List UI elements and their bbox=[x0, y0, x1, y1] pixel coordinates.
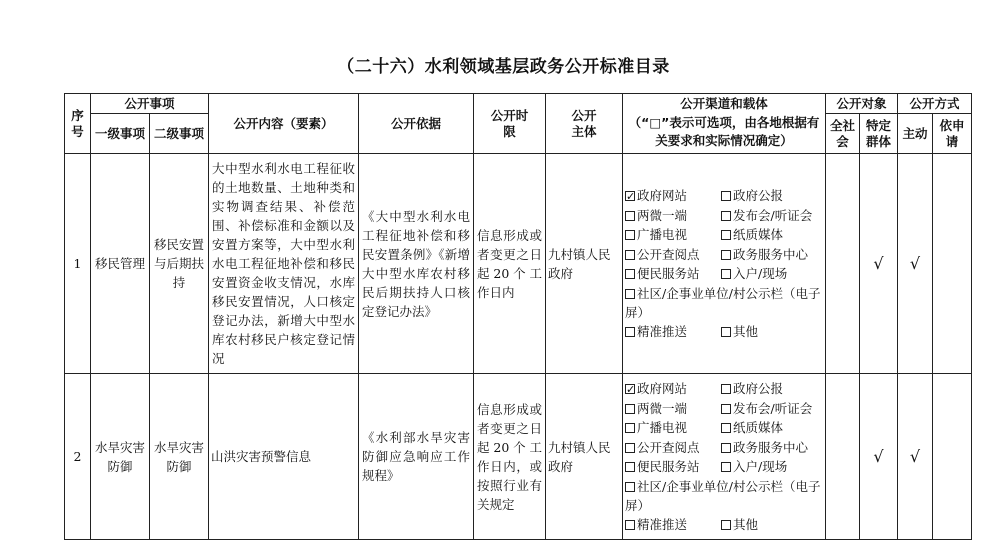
checkbox-icon bbox=[625, 327, 635, 337]
header-time: 公开时限 bbox=[474, 94, 546, 154]
row-level1: 水旱灾害防御 bbox=[91, 374, 150, 540]
checkbox-checked-icon bbox=[625, 191, 635, 201]
row-specific: √ bbox=[860, 374, 898, 540]
row-seq: 1 bbox=[65, 154, 91, 374]
checkbox-icon bbox=[721, 520, 731, 530]
channel-press: 发布会/听证会 bbox=[733, 207, 813, 223]
channel-gov-site: 政府网站 bbox=[637, 381, 688, 397]
row-level1: 移民管理 bbox=[91, 154, 150, 374]
header-content: 公开内容（要素） bbox=[209, 94, 359, 154]
row-request bbox=[933, 154, 972, 374]
row-channels bbox=[623, 374, 826, 540]
row-time: 信息形成或者变更之日起20个工作日内，或按照行业有关规定 bbox=[474, 374, 546, 540]
header-active: 主动 bbox=[898, 114, 933, 154]
channel-press: 发布会/听证会 bbox=[733, 400, 813, 416]
checkbox-icon bbox=[625, 404, 635, 414]
row-all-society bbox=[826, 154, 860, 374]
checkbox-icon bbox=[625, 230, 635, 240]
channel-other: 其他 bbox=[733, 323, 759, 339]
channel-door: 入户/现场 bbox=[733, 459, 788, 475]
page-title: （二十六）水利领域基层政务公开标准目录 bbox=[337, 57, 670, 77]
header-seq: 序号 bbox=[65, 94, 91, 154]
row-subject: 九村镇人民政府 bbox=[546, 154, 623, 374]
row-seq: 2 bbox=[65, 374, 91, 540]
row-content: 山洪灾害预警信息 bbox=[209, 374, 359, 540]
row-channels bbox=[623, 154, 826, 374]
checkbox-icon bbox=[721, 384, 731, 394]
row-basis: 《水利部水旱灾害防御应急响应工作规程》 bbox=[359, 374, 474, 540]
checkbox-icon bbox=[721, 404, 731, 414]
channel-community: 社区/企事业单位/村公示栏（电子屏） bbox=[625, 478, 821, 513]
checkbox-icon bbox=[625, 423, 635, 433]
header-channel-note: （“□”表示可选项，由各地根据有关要求和实际情况确定） bbox=[628, 115, 820, 148]
checkbox-icon bbox=[625, 443, 635, 453]
channel-query-point: 公开查阅点 bbox=[637, 246, 700, 262]
row-level2: 移民安置与后期扶持 bbox=[150, 154, 209, 374]
channel-gov-site: 政府网站 bbox=[637, 188, 688, 204]
header-level1: 一级事项 bbox=[91, 114, 150, 154]
channel-gazette: 政府公报 bbox=[733, 188, 784, 204]
header-basis: 公开依据 bbox=[359, 94, 474, 154]
header-level2: 二级事项 bbox=[150, 114, 209, 154]
channel-community: 社区/企事业单位/村公示栏（电子屏） bbox=[625, 285, 821, 320]
checkbox-icon bbox=[721, 443, 731, 453]
row-specific: √ bbox=[860, 154, 898, 374]
row-all-society bbox=[826, 374, 860, 540]
header-channel bbox=[623, 94, 826, 154]
checkbox-icon bbox=[625, 289, 635, 299]
channel-broadcast: 广播电视 bbox=[637, 227, 688, 243]
row-basis: 《大中型水利水电工程征地补偿和移民安置条例》《新增大中型水库农村移民后期扶持人口核定登记办法》 bbox=[359, 154, 474, 374]
row-active: √ bbox=[898, 154, 933, 374]
channel-door: 入户/现场 bbox=[733, 266, 788, 282]
channel-query-point: 公开查阅点 bbox=[637, 439, 700, 455]
row-active: √ bbox=[898, 374, 933, 540]
channel-paper: 纸质媒体 bbox=[733, 420, 784, 436]
checkbox-icon bbox=[625, 520, 635, 530]
checkbox-icon bbox=[721, 462, 731, 472]
channel-two-micro: 两微一端 bbox=[637, 207, 688, 223]
catalog-table bbox=[64, 93, 972, 540]
channel-push: 精准推送 bbox=[637, 323, 688, 339]
checkbox-icon bbox=[721, 191, 731, 201]
channel-two-micro: 两微一端 bbox=[637, 400, 688, 416]
header-channel-title: 公开渠道和载体 bbox=[680, 96, 768, 111]
checkbox-checked-icon bbox=[625, 384, 635, 394]
header-all-society: 全社会 bbox=[826, 114, 860, 154]
header-specific: 特定群体 bbox=[860, 114, 898, 154]
header-row-1 bbox=[65, 94, 972, 114]
checkbox-icon bbox=[625, 462, 635, 472]
channel-push: 精准推送 bbox=[637, 516, 688, 532]
checkbox-icon bbox=[625, 250, 635, 260]
channel-paper: 纸质媒体 bbox=[733, 227, 784, 243]
header-request: 依申请 bbox=[933, 114, 972, 154]
header-target: 公开对象 bbox=[826, 94, 898, 114]
checkbox-icon bbox=[721, 327, 731, 337]
table-row bbox=[65, 374, 972, 540]
channel-gazette: 政府公报 bbox=[733, 381, 784, 397]
table-row bbox=[65, 154, 972, 374]
channel-service-center: 政务服务中心 bbox=[733, 246, 809, 262]
channel-service-center: 政务服务中心 bbox=[733, 439, 809, 455]
header-method: 公开方式 bbox=[898, 94, 972, 114]
row-level2: 水旱灾害防御 bbox=[150, 374, 209, 540]
header-subject: 公开主体 bbox=[546, 94, 623, 154]
checkbox-icon bbox=[721, 269, 731, 279]
checkbox-icon bbox=[721, 250, 731, 260]
channel-other: 其他 bbox=[733, 516, 759, 532]
header-matter: 公开事项 bbox=[91, 94, 209, 114]
row-request bbox=[933, 374, 972, 540]
checkbox-icon bbox=[721, 211, 731, 221]
checkbox-icon bbox=[625, 211, 635, 221]
checkbox-icon bbox=[625, 482, 635, 492]
row-time: 信息形成或者变更之日起20个工作日内 bbox=[474, 154, 546, 374]
checkbox-icon bbox=[721, 423, 731, 433]
channel-broadcast: 广播电视 bbox=[637, 420, 688, 436]
channel-service-station: 便民服务站 bbox=[637, 459, 700, 475]
channel-service-station: 便民服务站 bbox=[637, 266, 700, 282]
row-content: 大中型水利水电工程征收的土地数量、土地种类和实物调查结果、补偿范围、补偿标准和金额以及安置方案等，大中型水利水电工程征地补偿和移民安置资金收支情况，水库移民安置情况，人口核定登记办法，新增大中型水库农村移民户核定登记情况 bbox=[209, 154, 359, 374]
checkbox-icon bbox=[721, 230, 731, 240]
row-subject: 九村镇人民政府 bbox=[546, 374, 623, 540]
checkbox-icon bbox=[625, 269, 635, 279]
